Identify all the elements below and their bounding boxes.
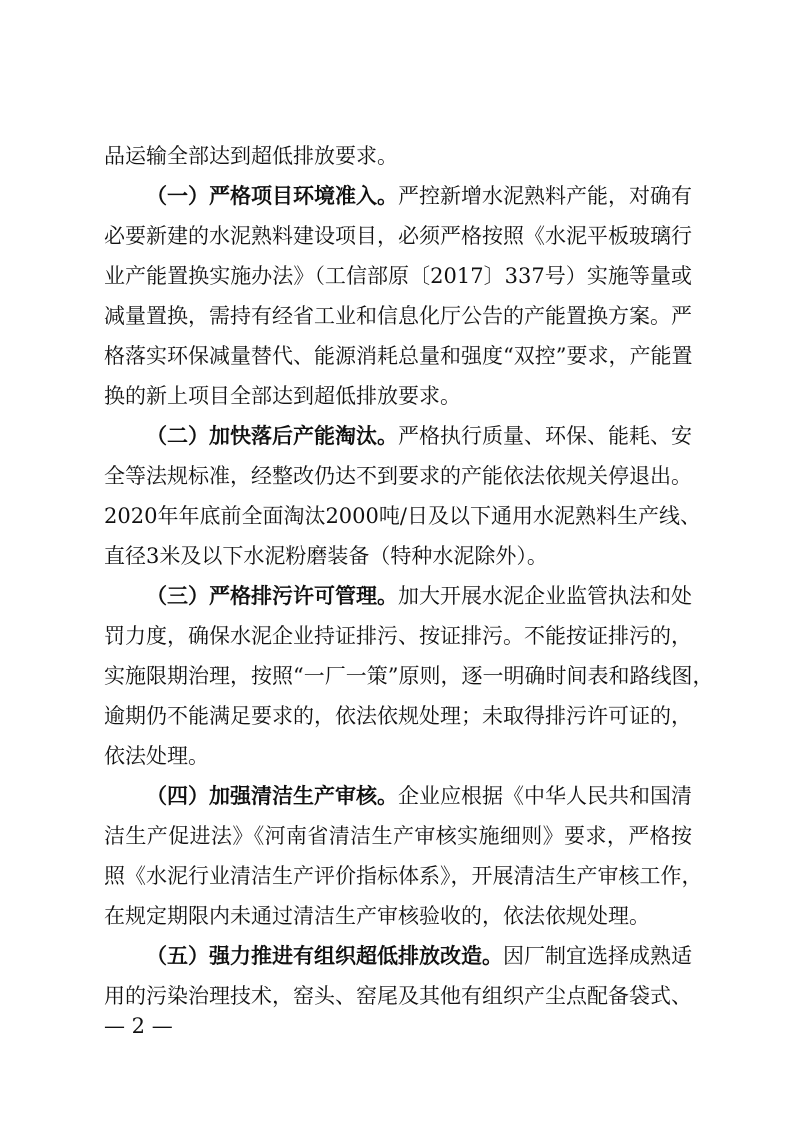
paragraph-line: 依法处理。	[104, 744, 209, 768]
paragraph-line: 实施限期治理，按照“一厂一策”原则，逐一明确时间表和路线图，	[104, 664, 714, 688]
paragraph-line: 换的新上项目全部达到超低排放要求。	[104, 384, 461, 408]
paragraph-line: 罚力度，确保水泥企业持证排污、按证排污。不能按证排污的，	[104, 624, 692, 648]
paragraph-line: 业产能置换实施办法》（工信部原〔2017〕337号）实施等量或	[104, 264, 692, 288]
paragraph-line: 必要新建的水泥熟料建设项目，必须严格按照《水泥平板玻璃行	[104, 224, 692, 248]
paragraph-line: 用的污染治理技术，窑头、窑尾及其他有组织产尘点配备袋式、	[104, 984, 692, 1008]
paragraph-line: 直径3米及以下水泥粉磨装备（特种水泥除外）。	[104, 544, 548, 568]
section-heading-line: （四）加强清洁生产审核。企业应根据《中华人民共和国清	[146, 783, 692, 808]
section-heading-line: （五）强力推进有组织超低排放改造。因厂制宜选择成熟适	[146, 943, 692, 968]
paragraph-line: 在规定期限内未通过清洁生产审核验收的，依法依规处理。	[104, 904, 650, 928]
section-heading-line: （一）严格项目环境准入。严控新增水泥熟料产能，对确有	[146, 183, 692, 208]
paragraph-line: 逾期仍不能满足要求的，依法依规处理；未取得排污许可证的，	[104, 704, 692, 728]
section-heading-line: （二）加快落后产能淘汰。严格执行质量、环保、能耗、安	[146, 423, 692, 448]
section-heading: （二）加快落后产能淘汰。	[146, 423, 398, 448]
paragraph-line: 2020年年底前全面淘汰2000吨/日及以下通用水泥熟料生产线、	[104, 504, 701, 528]
paragraph-line: 减量置换，需持有经省工业和信息化厅公告的产能置换方案。严	[104, 304, 692, 328]
section-heading: （一）严格项目环境准入。	[146, 183, 398, 208]
paragraph-line: 品运输全部达到超低排放要求。	[104, 144, 398, 168]
paragraph-line: 格落实环保减量替代、能源消耗总量和强度“双控”要求，产能置	[104, 344, 693, 368]
page-number: — 2 —	[104, 1014, 173, 1038]
section-heading: （四）加强清洁生产审核。	[146, 783, 398, 808]
paragraph-line: 全等法规标准，经整改仍达不到要求的产能依法依规关停退出。	[104, 464, 692, 488]
section-heading-line: （三）严格排污许可管理。加大开展水泥企业监管执法和处	[146, 583, 692, 608]
section-heading: （三）严格排污许可管理。	[146, 583, 398, 608]
paragraph-line: 照《水泥行业清洁生产评价指标体系》，开展清洁生产审核工作，	[104, 864, 703, 888]
paragraph-line: 洁生产促进法》《河南省清洁生产审核实施细则》要求，严格按	[104, 824, 692, 848]
section-heading: （五）强力推进有组织超低排放改造。	[146, 943, 503, 968]
